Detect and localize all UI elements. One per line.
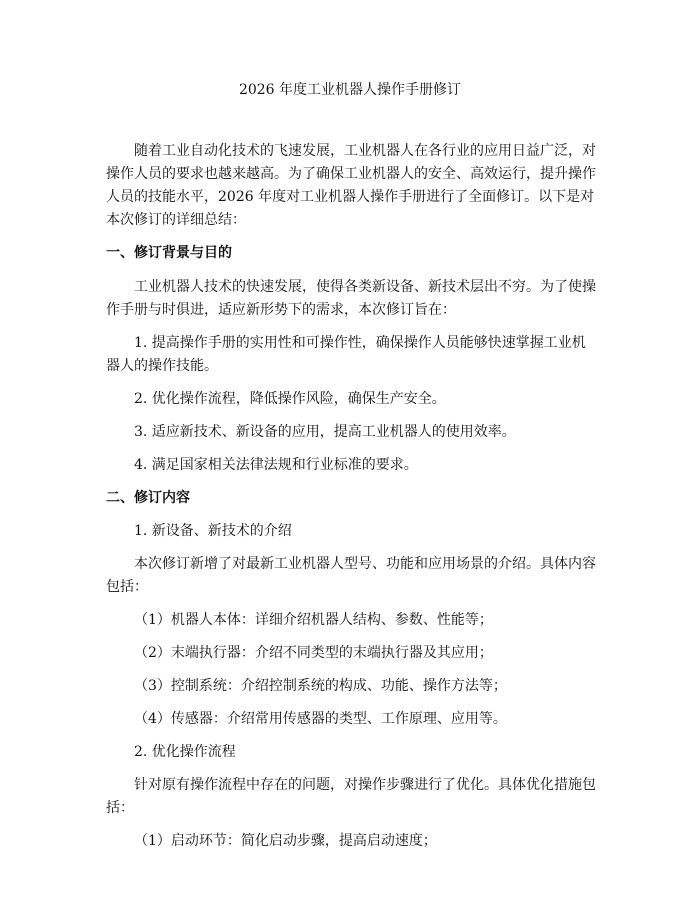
section-heading-content: 二、修订内容 <box>106 490 190 506</box>
document-body <box>106 140 598 853</box>
list-item: 3. 适应新技术、新设备的应用，提高工业机器人的使用效率。 <box>134 424 516 440</box>
section1-paragraph: 工业机器人技术的快速发展，使得各类新设备、新技术层出不穷。为了使操作手册与时俱进，适应新形势下的需求，本次修订旨在： <box>106 279 596 318</box>
list-item: 2. 优化操作流程，降低操作风险，确保生产安全。 <box>134 391 446 407</box>
sub-list-item: （1）机器人本体：详细介绍机器人结构、参数、性能等； <box>134 612 493 628</box>
subsection1-paragraph: 本次修订新增了对最新工业机器人型号、功能和应用场景的介绍。具体内容包括： <box>106 556 596 595</box>
sub-list-item: （1）启动环节：简化启动步骤，提高启动速度； <box>134 833 437 849</box>
list-item: 1. 提高操作手册的实用性和可操作性，确保操作人员能够快速掌握工业机器人的操作技能。 <box>106 335 586 374</box>
subsection-title-new-tech: 1. 新设备、新技术的介绍 <box>134 523 292 539</box>
sub-list-item: （3）控制系统：介绍控制系统的构成、功能、操作方法等； <box>134 678 507 694</box>
subsection2-paragraph: 针对原有操作流程中存在的问题，对操作步骤进行了优化。具体优化措施包括： <box>106 777 596 816</box>
document-title: 2026 年度工业机器人操作手册修订 <box>238 82 462 98</box>
list-item: 4. 满足国家相关法律法规和行业标准的要求。 <box>134 457 418 473</box>
sub-list-item: （4）传感器：介绍常用传感器的类型、工作原理、应用等。 <box>134 711 507 727</box>
section-heading-background: 一、修订背景与目的 <box>106 245 232 261</box>
sub-list-item: （2）末端执行器：介绍不同类型的末端执行器及其应用； <box>134 645 493 661</box>
subsection-title-optimize: 2. 优化操作流程 <box>134 744 236 760</box>
intro-paragraph: 随着工业自动化技术的飞速发展，工业机器人在各行业的应用日益广泛，对操作人员的要求也越来越高。为了确保工业机器人的安全、高效运行，提升操作人员的技能水平，2026 年度对工业机器人操作手册进行了全面修订。以下是对本次修订的详细总结： <box>106 143 596 228</box>
